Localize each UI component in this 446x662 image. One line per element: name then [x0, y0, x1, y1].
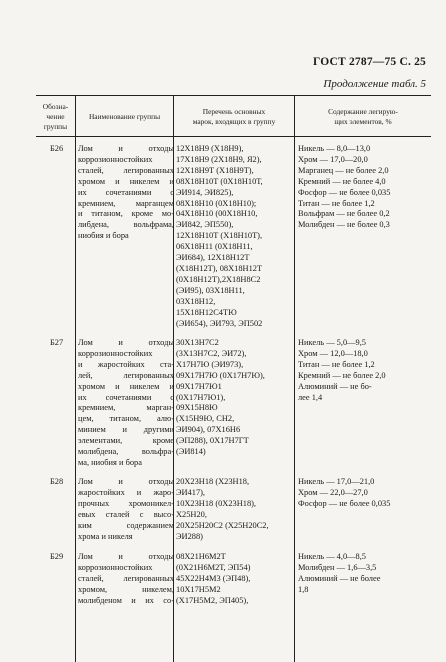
text-line: Молибден — не более 0,3: [298, 220, 390, 230]
text-line: 17Х18Н9 (2Х18Н9, Я2),: [176, 154, 262, 164]
group-name: [78, 552, 174, 607]
text-line: прочных хромоникел-: [78, 498, 174, 508]
text-line: Лом и отходы: [78, 144, 174, 153]
group-code: Б29: [50, 552, 64, 561]
text-line: (Х17Н5М2, ЭП405),: [176, 595, 249, 605]
text-line: (3Х13Н7С2, ЭИ72),: [176, 348, 247, 358]
text-line: Никель — 5,0—9,5: [298, 338, 366, 347]
grades-list: [176, 144, 288, 329]
text-line: 12Х18Н9Т (Х18Н9Т),: [176, 165, 254, 175]
text-line: и жаростойких ста-: [78, 359, 174, 369]
text-line: (ЭИ95), 03Х18Н11,: [176, 285, 245, 295]
text-line: Кремний — не более 4,0: [298, 176, 386, 186]
text-line: коррозионностойких: [78, 348, 153, 358]
text-line: молибденом и их со-: [78, 595, 174, 605]
text-line: 08Х18Н10Т (0Х18Н10Т,: [176, 176, 263, 186]
composition-list: [298, 552, 428, 596]
text-line: сталей, легированных: [78, 165, 174, 175]
text-line: либдена, вольфрама,: [78, 220, 174, 230]
text-line: хрома и никеля: [78, 531, 133, 541]
text-line: Х17Н7Ю (ЭИ973),: [176, 359, 244, 369]
text-line: элементами, кроме: [78, 436, 174, 446]
text-line: (0Х21Н6М2Т, ЭП54): [176, 562, 251, 572]
text-line: Хром — 22,0—27,0: [298, 487, 368, 497]
text-line: ниобия и бора: [78, 231, 129, 241]
text-line: 15Х18Н12С4ТЮ: [176, 307, 237, 317]
table-continuation-label: Продолжение табл. 5: [323, 78, 426, 90]
text-line: хромом и никелем и: [78, 176, 174, 186]
text-line: евых сталей с высо-: [78, 509, 174, 519]
text-line: 12Х18Н10Т (Х18Н10Т),: [176, 231, 263, 241]
text-line: 08Х18Н10 (0Х18Н10);: [176, 198, 257, 208]
text-line: (Х18Н12Т), 08Х18Н12Т: [176, 263, 263, 273]
text-line: 20Х23Н18 (Х23Н18,: [176, 477, 250, 486]
text-line: Алюминий — не бо-: [298, 381, 372, 391]
group-name: [78, 338, 174, 469]
text-line: 03Х18Н12,: [176, 296, 216, 306]
text-line: кремнием, марганцем: [78, 198, 174, 208]
col-header-line: марок, входящих в группу: [192, 117, 276, 126]
composition-list: [298, 338, 428, 403]
group-code: Б28: [50, 477, 64, 486]
text-line: 10Х17Н5М2: [176, 584, 221, 594]
text-line: ЭИ904), 07Х16Н6: [176, 425, 241, 435]
text-line: ЭИ842, ЭП550),: [176, 220, 234, 230]
grades-list: [176, 552, 288, 607]
col-header-line: чение: [46, 112, 65, 121]
text-line: 09Х17Н7Ю1: [176, 381, 222, 391]
col-header-code: [36, 102, 75, 132]
text-line: лей, легированных: [78, 370, 174, 380]
text-line: Молибден — 1,6—3,5: [298, 562, 377, 572]
group-name: [78, 477, 174, 542]
text-line: Никель — 4,0—8,5: [298, 552, 366, 561]
text-line: 30Х13Н7С2: [176, 338, 219, 347]
text-line: 09Х15Н8Ю: [176, 403, 218, 413]
text-line: минием и другими: [78, 425, 174, 435]
col-header-line: Перечень основных: [202, 107, 266, 116]
text-line: (ЭИ654), ЭИ793, ЭП502: [176, 318, 263, 328]
text-line: (0Х18Н12Т),2Х18Н8С2: [176, 274, 261, 284]
col-header-grades: [174, 107, 294, 127]
text-line: ЭИ914, ЭИ825),: [176, 187, 234, 197]
text-line: Лом и отходы: [78, 552, 174, 561]
col-header-line: щих элементов, %: [334, 117, 392, 126]
group-code: Б27: [50, 338, 64, 347]
text-line: кремнием, марган-: [78, 403, 174, 413]
text-line: 08Х21Н6М2Т: [176, 552, 226, 561]
text-line: Никель — 8,0—13,0: [298, 144, 371, 153]
text-line: Вольфрам — не более 0,2: [298, 209, 390, 219]
text-line: Кремний — не более 2,0: [298, 370, 386, 380]
text-line: Фосфор — не более 0,035: [298, 498, 391, 508]
text-line: ЭИ288): [176, 531, 203, 541]
text-line: молибдена, вольфра-: [78, 447, 174, 457]
composition-list: [298, 144, 428, 231]
text-line: (0Х17Н7Ю1),: [176, 392, 226, 402]
text-line: ЭИ684), 12Х18Н12Т: [176, 253, 250, 263]
column-divider: [75, 96, 76, 662]
text-line: Хром — 17,0—20,0: [298, 154, 368, 164]
header-rule: [36, 136, 431, 137]
text-line: Хром — 12,0—18,0: [298, 348, 368, 358]
column-divider: [294, 96, 295, 662]
text-line: сталей, легированных: [78, 573, 174, 583]
col-header-line: Обозна-: [42, 102, 69, 111]
col-header-composition: [295, 107, 431, 127]
group-name: [78, 144, 174, 242]
text-line: 1,8: [298, 584, 309, 594]
text-line: хромом и никелем и: [78, 381, 174, 391]
text-line: хромом, никелем,: [78, 584, 174, 594]
text-line: 09Х17Н7Ю (0Х17Н7Ю),: [176, 370, 265, 380]
text-line: Титан — не более 1,2: [298, 359, 375, 369]
col-header-line: группы: [43, 122, 68, 131]
text-line: ма, ниобия и бора: [78, 457, 142, 467]
composition-list: [298, 477, 428, 510]
text-line: их сочетаниями с: [78, 187, 174, 197]
text-line: (ЭП288), 0Х17Н7ГТ: [176, 436, 249, 446]
text-line: Алюминий — не более: [298, 573, 381, 583]
text-line: их сочетаниями с: [78, 392, 174, 402]
col-header-line: Содержание легирую-: [328, 107, 398, 116]
text-line: 45Х22Н4М3 (ЭП48),: [176, 573, 251, 583]
text-line: Титан — не более 1,2: [298, 198, 375, 208]
text-line: ким содержанием: [78, 520, 174, 530]
text-line: и титаном, кроме мо-: [78, 209, 174, 219]
text-line: 04Х18Н10 (00Х18Н10,: [176, 209, 258, 219]
text-line: 20Х25Н20С2 (Х25Н20С2,: [176, 520, 269, 530]
page-header-title: ГОСТ 2787—75 С. 25: [313, 56, 426, 68]
text-line: Марганец — не более 2,0: [298, 165, 389, 175]
text-line: Никель — 17,0—21,0: [298, 477, 375, 486]
text-line: Х25Н20,: [176, 509, 207, 519]
text-line: 10Х23Н18 (0Х23Н18),: [176, 498, 257, 508]
text-line: жаростойких и жаро-: [78, 487, 174, 497]
text-line: (Х15Н9Ю, СН2,: [176, 414, 235, 424]
text-line: 06Х18Н11 (0Х18Н11,: [176, 242, 253, 252]
text-line: лее 1,4: [298, 392, 323, 402]
text-line: ЭИ417),: [176, 487, 206, 497]
text-line: (ЭИ814): [176, 447, 206, 457]
text-line: Лом и отходы: [78, 477, 174, 486]
alloy-groups-table: [36, 95, 431, 662]
text-line: коррозионностойких: [78, 154, 153, 164]
text-line: цем, титаном, алю-: [78, 414, 174, 424]
group-code: Б26: [50, 144, 64, 153]
grades-list: [176, 477, 288, 542]
grades-list: [176, 338, 288, 458]
text-line: коррозионностойких: [78, 562, 153, 572]
text-line: 12Х18Н9 (Х18Н9),: [176, 144, 244, 153]
col-header-name: Наименование группы: [88, 112, 161, 121]
text-line: Лом и отходы: [78, 338, 174, 347]
text-line: Фосфор — не более 0,035: [298, 187, 391, 197]
